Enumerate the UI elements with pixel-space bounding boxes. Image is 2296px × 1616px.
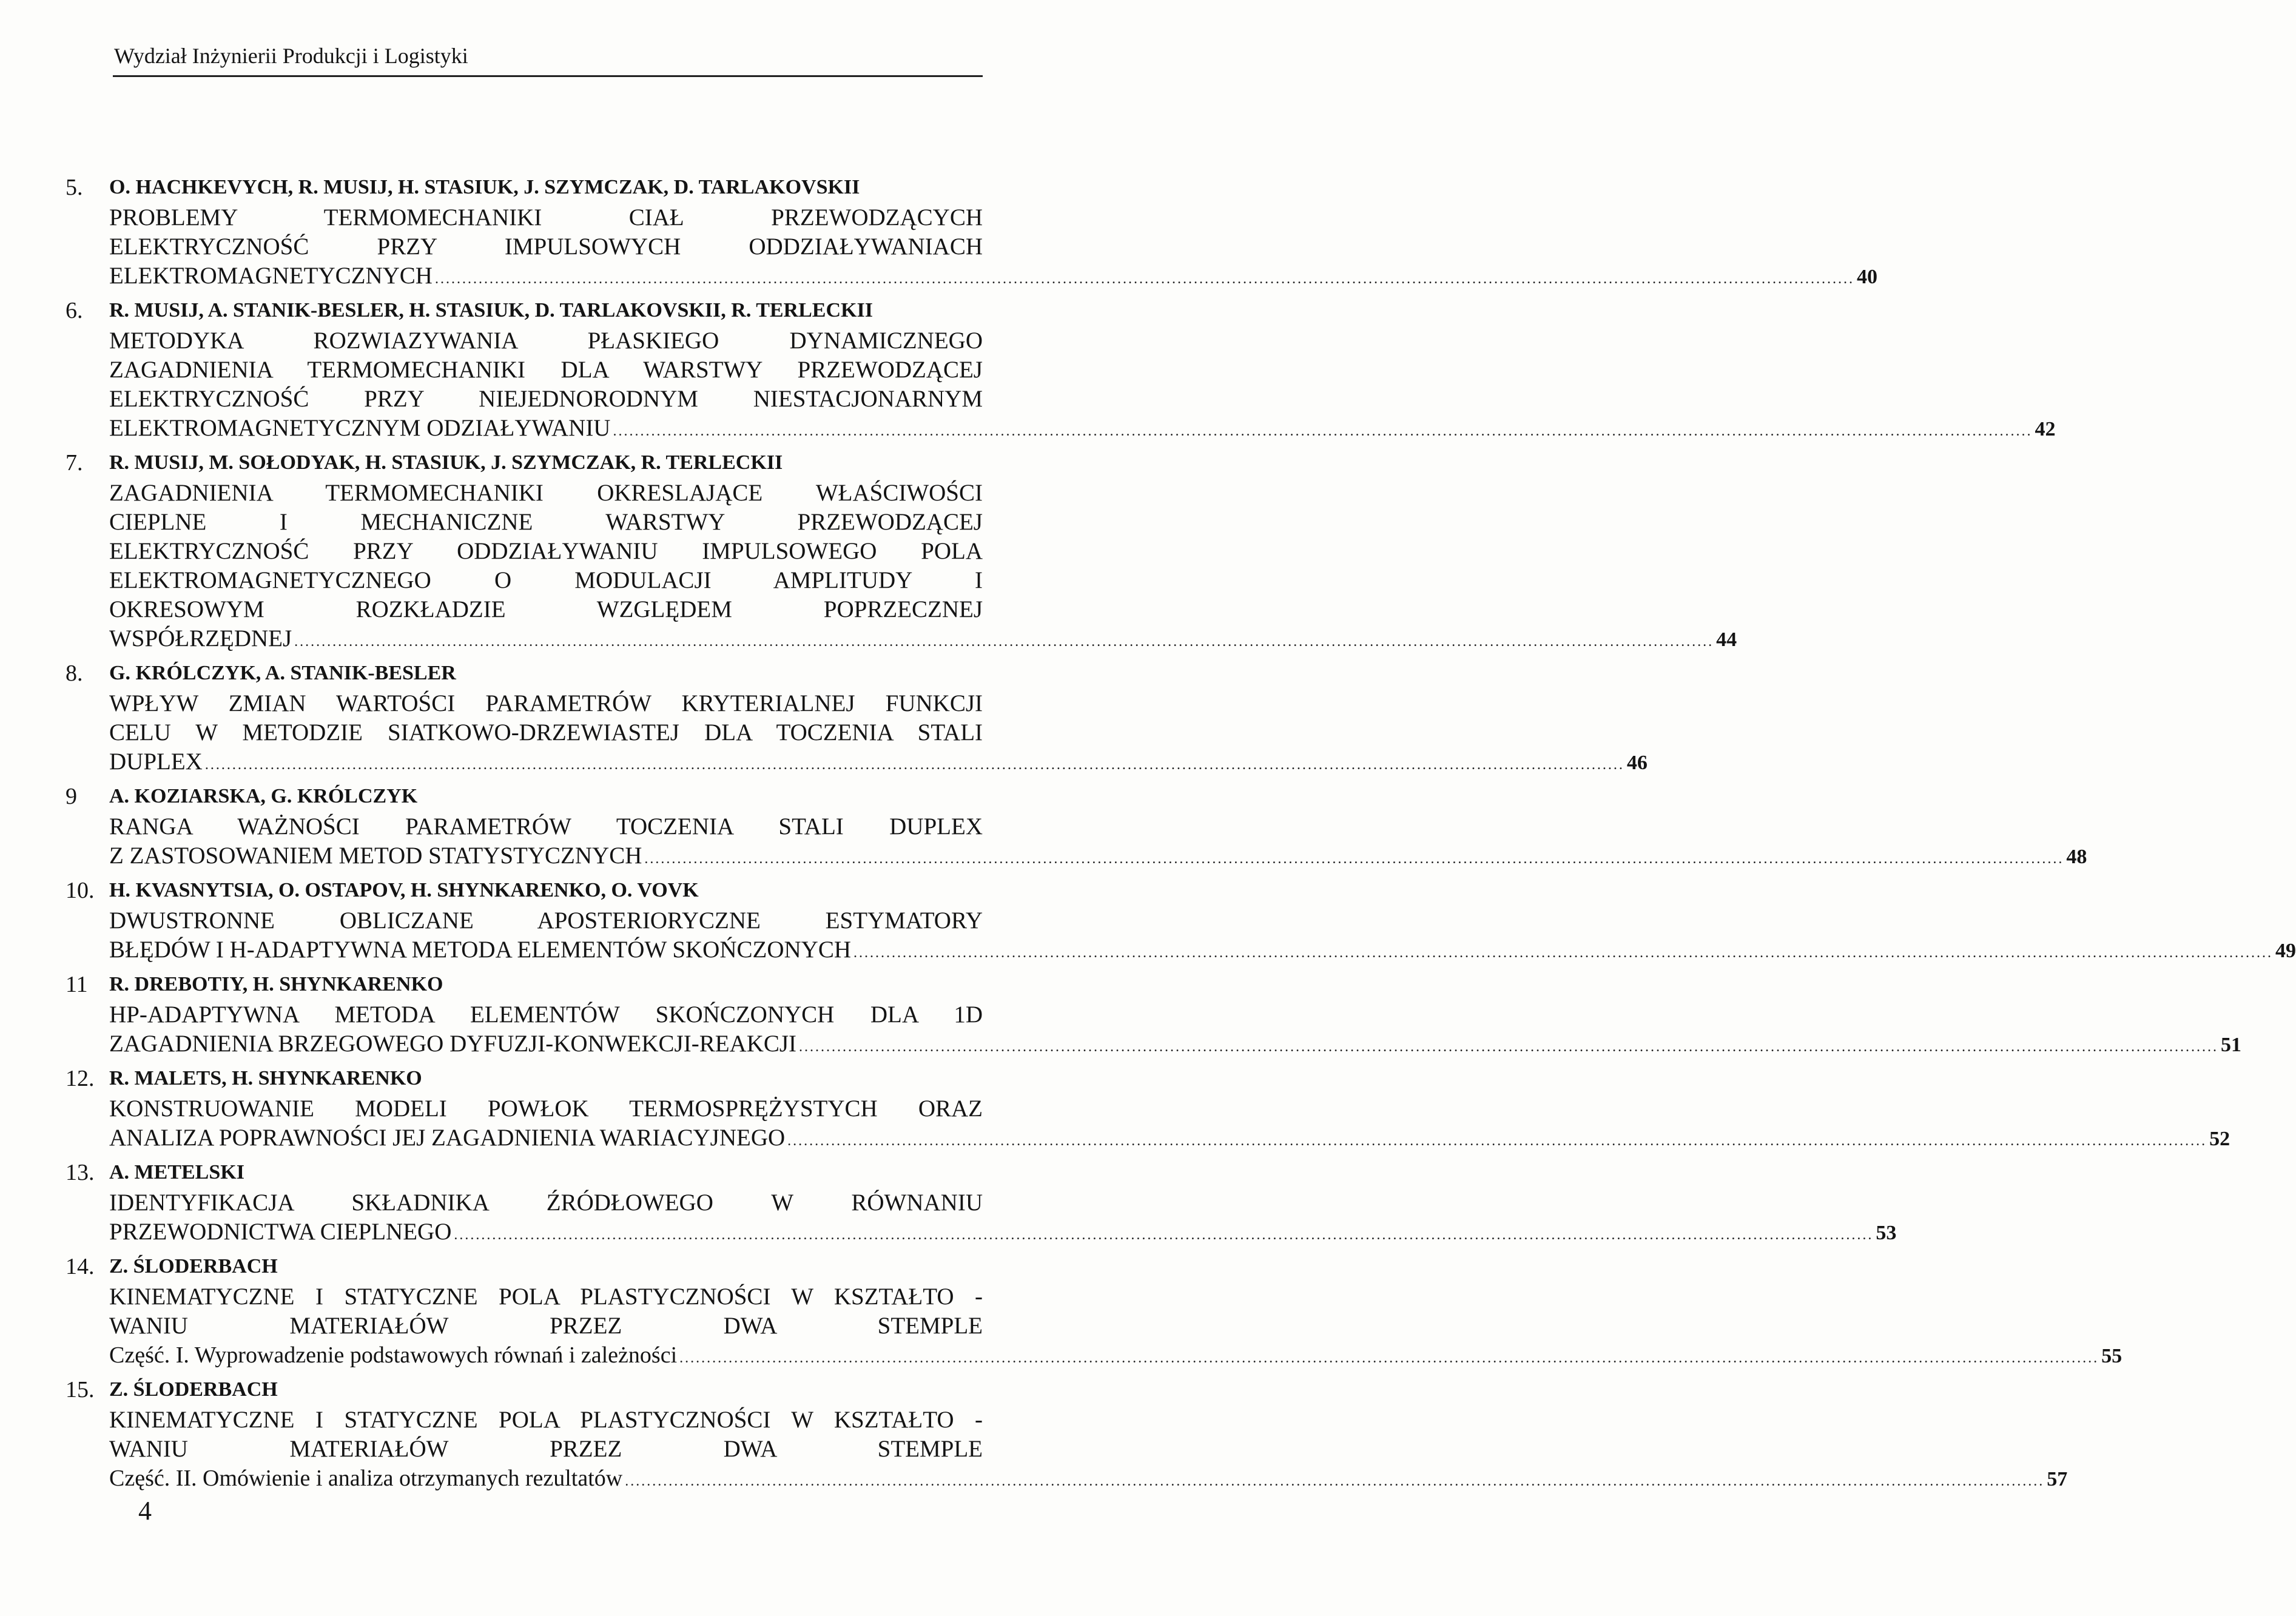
dot-leader: ....................................................................................................................................................................................................................................................................: [679, 1350, 2099, 1366]
entry-part-line: [109, 1341, 2123, 1373]
dot-leader: ....................................................................................................................................................................................................................................................................: [434, 271, 1854, 287]
entry-title: [109, 326, 2056, 446]
entry-title-line: ELEKTROMAGNETYCZNEGO O MODULACJI AMPLITUDY I: [109, 567, 983, 593]
entry-page-number: 57: [2047, 1468, 2068, 1490]
entry-number: 14.: [66, 1254, 95, 1279]
entry-title: [109, 203, 1877, 294]
entry-title-line: Z ZASTOSOWANIEM METOD STATYSTYCZNYCH: [109, 843, 642, 869]
entry-number: 8.: [66, 661, 83, 686]
toc-entry: [66, 783, 2087, 874]
entry-title-line: IDENTYFIKACJA SKŁADNIKA ŹRÓDŁOWEGO W RÓWNANIU: [109, 1190, 983, 1216]
entry-title-last-line: [109, 414, 2056, 446]
entry-title-line: ELEKTROMAGNETYCZNYCH: [109, 263, 433, 289]
toc-entry: [66, 877, 2296, 968]
entry-authors: O. HACHKEVYCH, R. MUSIJ, H. STASIUK, J. SZYMCZAK, D. TARLAKOVSKII: [109, 176, 860, 198]
entry-number: 12.: [66, 1066, 95, 1091]
dot-leader: ....................................................................................................................................................................................................................................................................: [294, 634, 1714, 650]
page-number: 4: [138, 1496, 152, 1526]
toc-entry: [66, 1065, 2230, 1156]
entry-title-last-line: [109, 261, 1877, 294]
table-of-contents: [66, 173, 2296, 1499]
entry-page-number: 55: [2101, 1345, 2123, 1367]
entry-title-line: DUPLEX: [109, 749, 203, 775]
entry-title-line: KINEMATYCZNE I STATYCZNE POLA PLASTYCZNOŚCI W KSZTAŁTO -: [109, 1284, 983, 1310]
entry-title-last-line: [109, 624, 1737, 656]
entry-title: [109, 1406, 983, 1464]
entry-title: [109, 1094, 2230, 1156]
entry-title-line: PRZEWODNICTWA CIEPLNEGO: [109, 1219, 452, 1245]
entry-title-line: BŁĘDÓW I H-ADAPTYWNA METODA ELEMENTÓW SKOŃCZONYCH: [109, 937, 852, 963]
entry-number: 13.: [66, 1160, 95, 1185]
entry-title-line: OKRESOWYM ROZKŁADZIE WZGLĘDEM POPRZECZNEJ: [109, 596, 983, 622]
running-header: Wydział Inżynierii Produkcji i Logistyki: [114, 44, 468, 68]
entry-number: 15.: [66, 1377, 95, 1402]
header-rule: [113, 75, 983, 77]
dot-leader: ....................................................................................................................................................................................................................................................................: [613, 423, 2033, 439]
toc-entry: [66, 173, 1877, 294]
entry-authors: R. MALETS, H. SHYNKARENKO: [109, 1067, 422, 1089]
toc-entry: [66, 1376, 2068, 1496]
entry-title: [109, 1282, 983, 1341]
entry-authors: R. MUSIJ, M. SOŁODYAK, H. STASIUK, J. SZYMCZAK, R. TERLECKII: [109, 451, 783, 474]
entry-title: [109, 479, 1737, 656]
dot-leader: ....................................................................................................................................................................................................................................................................: [454, 1227, 1874, 1243]
entry-title-line: WANIU MATERIAŁÓW PRZEZ DWA STEMPLE: [109, 1313, 983, 1339]
entry-title-line: KINEMATYCZNE I STATYCZNE POLA PLASTYCZNOŚCI W KSZTAŁTO -: [109, 1407, 983, 1433]
entry-title: [109, 1188, 1897, 1250]
entry-number: 6.: [66, 298, 83, 323]
entry-title-line: CIEPLNE I MECHANICZNE WARSTWY PRZEWODZĄCEJ: [109, 509, 983, 535]
entry-number: 9: [66, 784, 77, 809]
dot-leader: ....................................................................................................................................................................................................................................................................: [644, 851, 2064, 867]
entry-authors: Z. ŚLODERBACH: [109, 1255, 278, 1278]
toc-entry: [66, 449, 1737, 656]
entry-title-line: ANALIZA POPRAWNOŚCI JEJ ZAGADNIENIA WARIACYJNEGO: [109, 1125, 786, 1151]
entry-title-line: ELEKTRYCZNOŚĆ PRZY IMPULSOWYCH ODDZIAŁYWANIACH: [109, 234, 983, 260]
entry-title: [109, 812, 2087, 874]
entry-authors: H. KVASNYTSIA, O. OSTAPOV, H. SHYNKARENKO, O. VOVK: [109, 879, 699, 901]
entry-title-line: CELU W METODZIE SIATKOWO-DRZEWIASTEJ DLA TOCZENIA STALI: [109, 719, 983, 746]
entry-part-title: Część. I. Wyprowadzenie podstawowych równań i zależności: [109, 1342, 678, 1368]
entry-title-line: RANGA WAŻNOŚCI PARAMETRÓW TOCZENIA STALI DUPLEX: [109, 813, 983, 840]
entry-number: 11: [66, 972, 88, 997]
entry-title-line: ZAGADNIENIA BRZEGOWEGO DYFUZJI-KONWEKCJI-REAKCJI: [109, 1031, 797, 1057]
entry-title-last-line: [109, 935, 2296, 968]
toc-entry: [66, 659, 1648, 779]
dot-leader: ....................................................................................................................................................................................................................................................................: [853, 945, 2274, 961]
toc-entry: [66, 1253, 2123, 1373]
entry-title-last-line: [109, 841, 2087, 874]
entry-authors: Z. ŚLODERBACH: [109, 1378, 278, 1401]
entry-title: [109, 1000, 2242, 1062]
entry-title-line: ELEKTRYCZNOŚĆ PRZY NIEJEDNORODNYM NIESTACJONARNYM: [109, 386, 983, 412]
entry-title: [109, 906, 2296, 968]
entry-title-last-line: [109, 1123, 2230, 1156]
entry-title-line: ZAGADNIENIA TERMOMECHANIKI OKRESLAJĄCE WŁAŚCIWOŚCI: [109, 480, 983, 506]
entry-authors: R. MUSIJ, A. STANIK-BESLER, H. STASIUK, D. TARLAKOVSKII, R. TERLECKII: [109, 299, 873, 322]
entry-title-line: HP-ADAPTYWNA METODA ELEMENTÓW SKOŃCZONYCH DLA 1D: [109, 1002, 983, 1028]
entry-title-line: WPŁYW ZMIAN WARTOŚCI PARAMETRÓW KRYTERIALNEJ FUNKCJI: [109, 690, 983, 716]
entry-title-line: WANIU MATERIAŁÓW PRZEZ DWA STEMPLE: [109, 1436, 983, 1462]
entry-authors: G. KRÓLCZYK, A. STANIK-BESLER: [109, 662, 456, 684]
dot-leader: ....................................................................................................................................................................................................................................................................: [799, 1039, 2219, 1055]
toc-entry: [66, 971, 2242, 1062]
entry-title-line: WSPÓŁRZĘDNEJ: [109, 625, 292, 651]
entry-title-line: ELEKTROMAGNETYCZNYM ODZIAŁYWANIU: [109, 415, 611, 441]
dot-leader: ....................................................................................................................................................................................................................................................................: [204, 757, 1624, 773]
entry-title: [109, 689, 1648, 779]
entry-number: 5.: [66, 175, 83, 200]
entry-title-line: ZAGADNIENIA TERMOMECHANIKI DLA WARSTWY PRZEWODZĄCEJ: [109, 357, 983, 383]
dot-leader: ....................................................................................................................................................................................................................................................................: [625, 1473, 2045, 1489]
entry-authors: A. METELSKI: [109, 1161, 244, 1183]
entry-title-line: PROBLEMY TERMOMECHANIKI CIAŁ PRZEWODZĄCYCH: [109, 204, 983, 231]
entry-title-line: DWUSTRONNE OBLICZANE APOSTERIORYCZNE ESTYMATORY: [109, 907, 983, 934]
entry-title-line: ELEKTRYCZNOŚĆ PRZY ODDZIAŁYWANIU IMPULSOWEGO POLA: [109, 538, 983, 564]
entry-title-last-line: [109, 1029, 2242, 1062]
entry-page-number: 53: [1876, 1222, 1897, 1244]
dot-leader: ....................................................................................................................................................................................................................................................................: [787, 1133, 2207, 1149]
entry-number: 7.: [66, 450, 83, 476]
entry-number: 10.: [66, 878, 95, 903]
entry-page-number: 52: [2209, 1128, 2230, 1150]
entry-part-title: Część. II. Omówienie i analiza otrzymanych rezultatów: [109, 1466, 623, 1491]
entry-page-number: 42: [2035, 418, 2056, 440]
entry-authors: A. KOZIARSKA, G. KRÓLCZYK: [109, 785, 418, 807]
entry-authors: R. DREBOTIY, H. SHYNKARENKO: [109, 973, 443, 995]
entry-page-number: 51: [2221, 1034, 2242, 1056]
entry-page-number: 44: [1716, 628, 1737, 651]
entry-title-line: METODYKA ROZWIAZYWANIA PŁASKIEGO DYNAMICZNEGO: [109, 328, 983, 354]
toc-entry: [66, 297, 2056, 446]
entry-title-line: KONSTRUOWANIE MODELI POWŁOK TERMOSPRĘŻYSTYCH ORAZ: [109, 1096, 983, 1122]
entry-page-number: 49: [2275, 940, 2296, 962]
entry-title-last-line: [109, 747, 1648, 779]
entry-title-last-line: [109, 1217, 1897, 1250]
entry-page-number: 40: [1856, 266, 1877, 288]
entry-page-number: 46: [1626, 752, 1648, 774]
entry-part-line: [109, 1464, 2068, 1496]
toc-entry: [66, 1159, 1897, 1250]
entry-page-number: 48: [2066, 846, 2087, 868]
